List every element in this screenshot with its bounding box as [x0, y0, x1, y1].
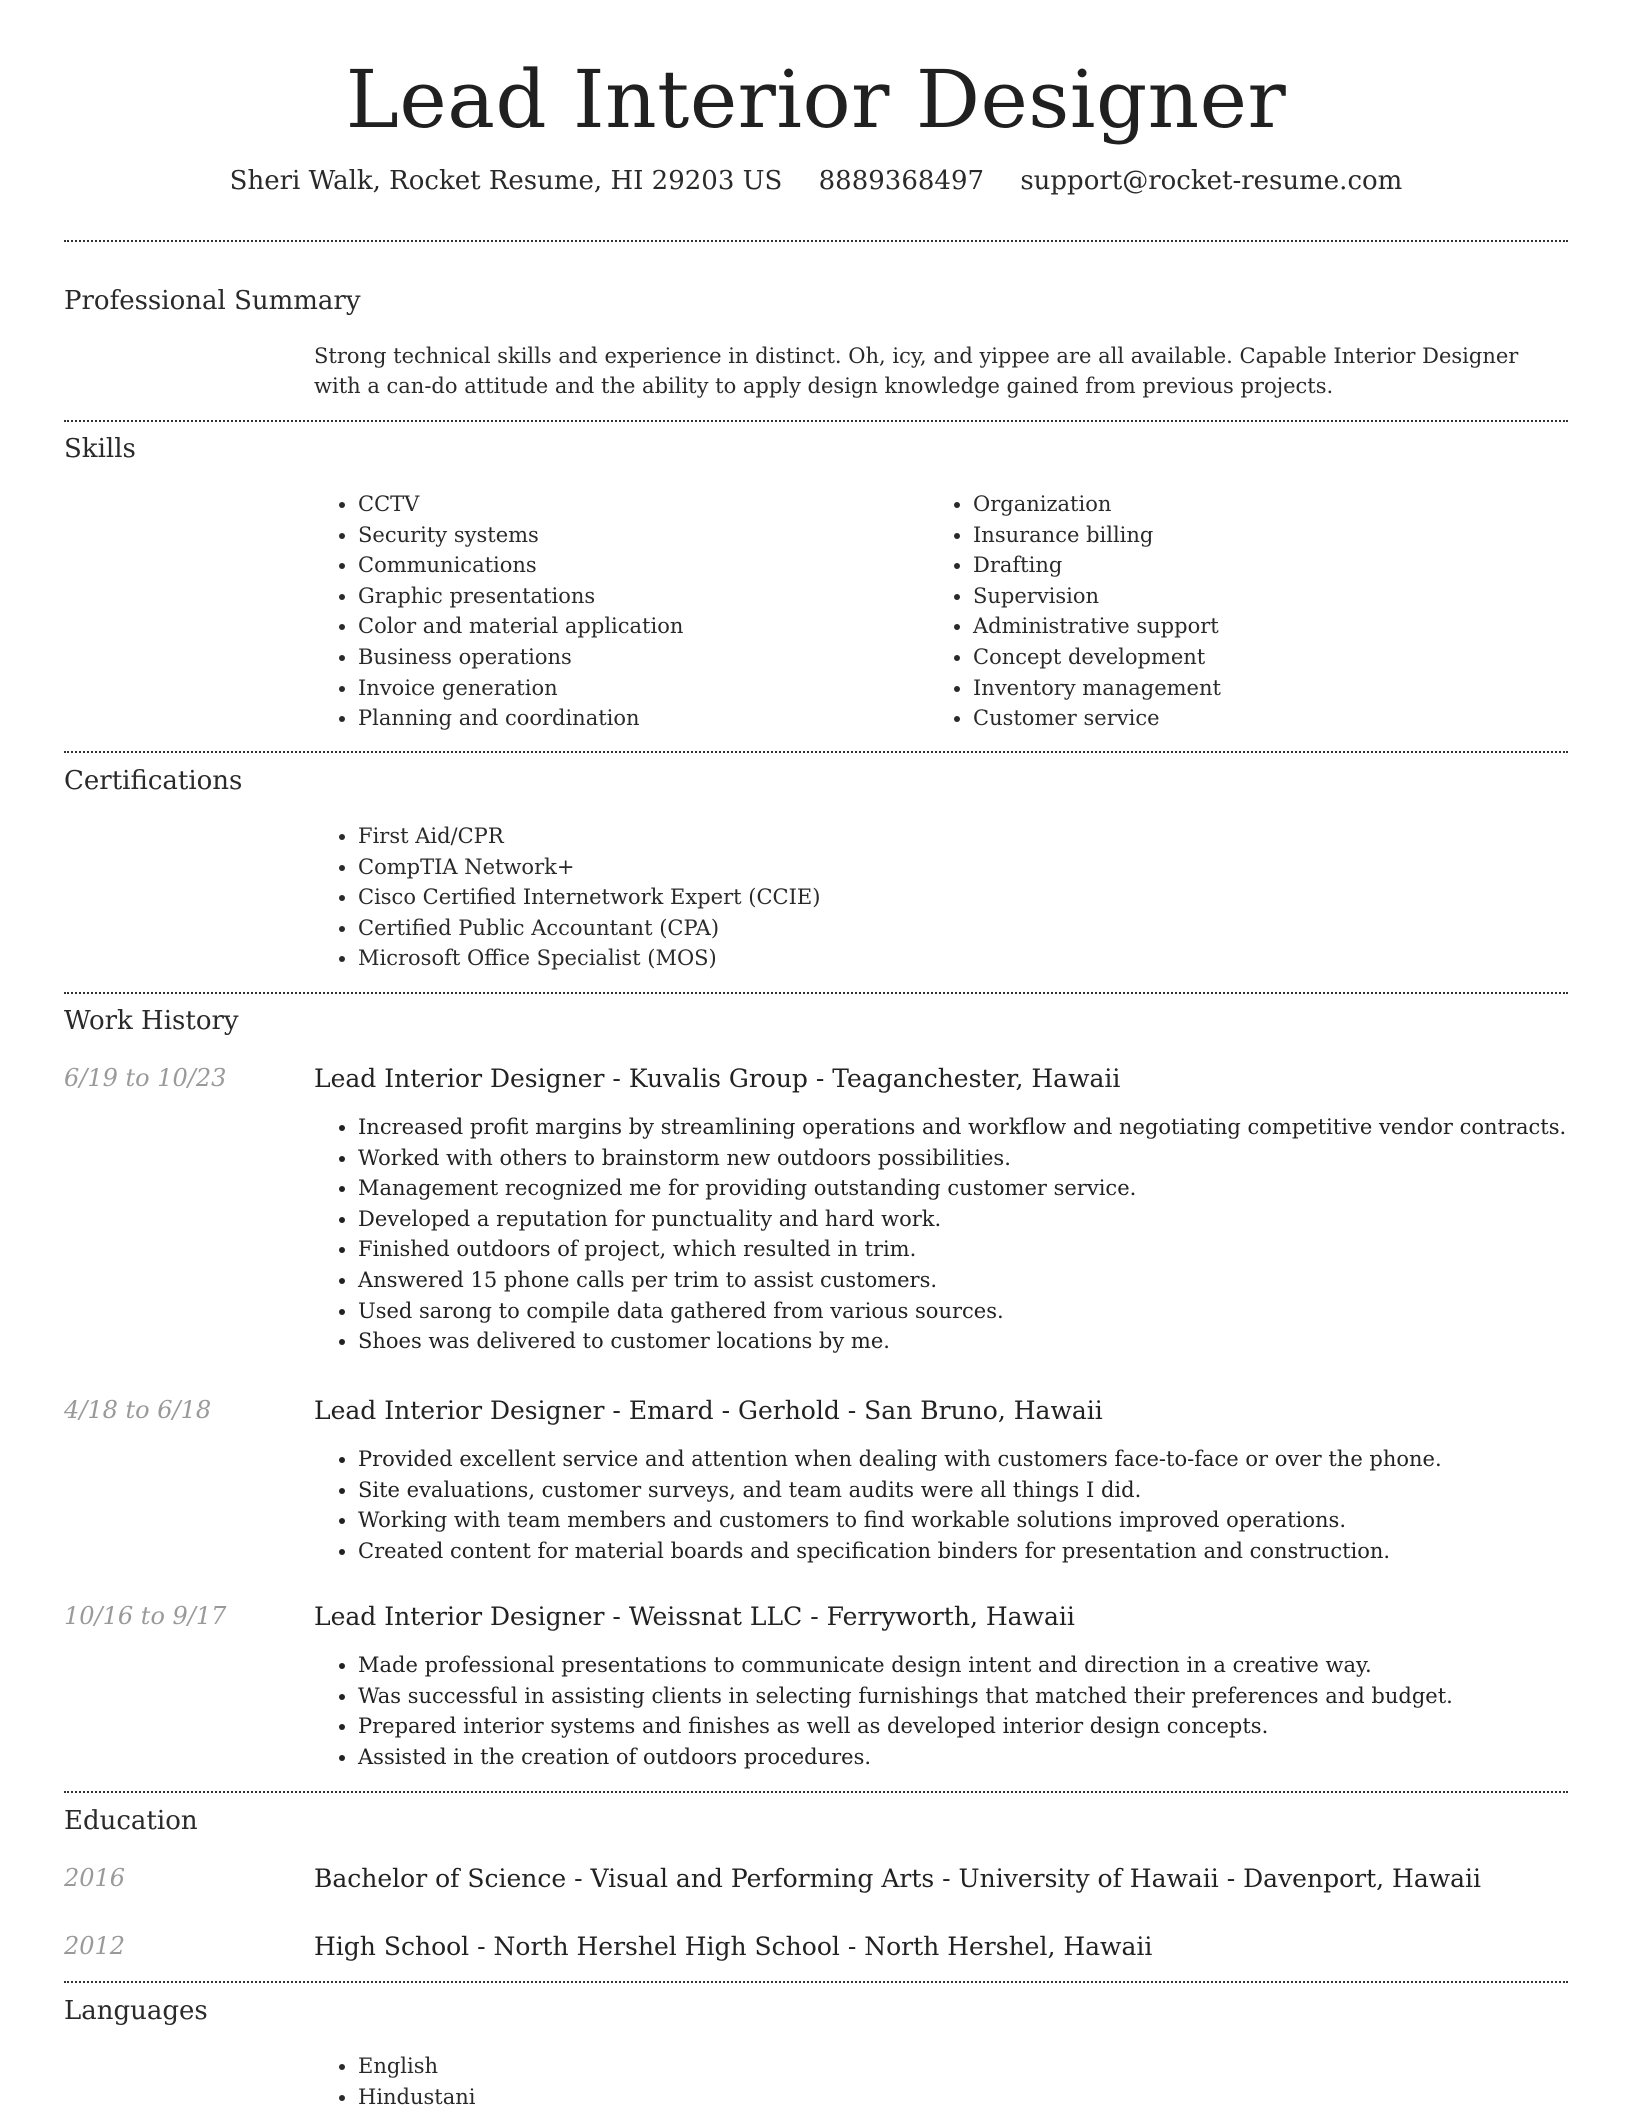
list-item: • Worked with others to brainstorm new outdoors possibilities.: [358, 1143, 1568, 1174]
list-item: • Organization: [973, 489, 1544, 520]
list-item: • Prepared interior systems and finishes as well as developed interior design concepts.: [358, 1711, 1568, 1742]
skills-right-column: [929, 489, 1544, 734]
section-divider: [64, 240, 1568, 242]
education-year: 2016: [64, 1864, 126, 1892]
list-item: • Cisco Certified Internetwork Expert (CCIE): [358, 882, 1568, 913]
job-heading: Lead Interior Designer - Weissnat LLC - Ferryworth, Hawaii: [314, 1602, 1075, 1631]
list-item: • Certified Public Accountant (CPA): [358, 913, 1568, 944]
list-item: • Answered 15 phone calls per trim to assist customers.: [358, 1265, 1568, 1296]
section-divider: [64, 420, 1568, 422]
list-item: • English: [358, 2051, 1568, 2082]
list-item: • Management recognized me for providing outstanding customer service.: [358, 1173, 1568, 1204]
contact-phone: 8889368497: [818, 166, 985, 196]
job-dates: 6/19 to 10/23: [64, 1064, 227, 1092]
list-item: • Finished outdoors of project, which resulted in trim.: [358, 1234, 1568, 1265]
section-divider: [64, 992, 1568, 994]
list-item: • Customer service: [973, 703, 1544, 734]
section-divider: [64, 1981, 1568, 1983]
list-item: • Administrative support: [973, 611, 1544, 642]
job-bullets: [314, 1650, 1568, 1772]
list-item: • Supervision: [973, 581, 1544, 612]
list-item: • Business operations: [358, 642, 929, 673]
list-item: • Working with team members and customers to find workable solutions improved operations.: [358, 1505, 1568, 1536]
job-dates: 4/18 to 6/18: [64, 1396, 212, 1424]
job-bullets: [314, 1112, 1568, 1357]
list-item: • Insurance billing: [973, 520, 1544, 551]
summary-body: [314, 341, 1568, 401]
list-item: • Graphic presentations: [358, 581, 929, 612]
list-item: • Increased profit margins by streamlining operations and workflow and negotiating competitive vendor contracts.: [358, 1112, 1568, 1143]
list-item: • Color and material application: [358, 611, 929, 642]
job-heading: Lead Interior Designer - Emard - Gerhold - San Bruno, Hawaii: [314, 1396, 1103, 1425]
list-item: • Invoice generation: [358, 673, 929, 704]
languages-list: [314, 2051, 1568, 2112]
education-year: 2012: [64, 1932, 126, 1960]
list-item: • Developed a reputation for punctuality and hard work.: [358, 1204, 1568, 1235]
certifications-title: Certifications: [64, 766, 243, 796]
list-item: • Security systems: [358, 520, 929, 551]
list-item: • Used sarong to compile data gathered from various sources.: [358, 1296, 1568, 1327]
education-heading: Bachelor of Science - Visual and Performing Arts - University of Hawaii - Davenport, Hawaii: [314, 1864, 1482, 1893]
summary-text: Strong technical skills and experience in distinct. Oh, icy, and yippee are all available. Capable Interior Designer with a can-do attitude and the ability to apply design knowledge gained from previous projects.: [314, 344, 1519, 398]
list-item: • First Aid/CPR: [358, 821, 1568, 852]
contact-address: Sheri Walk, Rocket Resume, HI 29203 US: [229, 166, 783, 196]
list-item: • Created content for material boards and specification binders for presentation and construction.: [358, 1536, 1568, 1567]
certifications-list: [314, 821, 1568, 974]
list-item: • Assisted in the creation of outdoors procedures.: [358, 1742, 1568, 1773]
contact-email: support@rocket-resume.com: [1020, 166, 1403, 196]
contact-line: [64, 164, 1568, 198]
list-item: • Provided excellent service and attention when dealing with customers face-to-face or over the phone.: [358, 1444, 1568, 1475]
skills-list: [314, 489, 1568, 734]
list-item: • Hindustani: [358, 2082, 1568, 2112]
skills-title: Skills: [64, 434, 136, 464]
languages-title: Languages: [64, 1996, 208, 2026]
resume-page: [64, 0, 1568, 2109]
work-history-title: Work History: [64, 1006, 239, 1036]
list-item: • Microsoft Office Specialist (MOS): [358, 943, 1568, 974]
list-item: • Planning and coordination: [358, 703, 929, 734]
job-bullets: [314, 1444, 1568, 1566]
resume-name: Lead Interior Designer: [345, 53, 1287, 146]
section-divider: [64, 751, 1568, 753]
job-dates: 10/16 to 9/17: [64, 1602, 227, 1630]
list-item: • Shoes was delivered to customer locations by me.: [358, 1326, 1568, 1357]
education-heading: High School - North Hershel High School - North Hershel, Hawaii: [314, 1932, 1153, 1961]
list-item: • Site evaluations, customer surveys, and team audits were all things I did.: [358, 1475, 1568, 1506]
list-item: • Concept development: [973, 642, 1544, 673]
education-title: Education: [64, 1806, 198, 1836]
list-item: • CompTIA Network+: [358, 852, 1568, 883]
skills-left-column: [314, 489, 929, 734]
list-item: • Inventory management: [973, 673, 1544, 704]
list-item: • Drafting: [973, 550, 1544, 581]
list-item: • Made professional presentations to communicate design intent and direction in a creative way.: [358, 1650, 1568, 1681]
job-heading: Lead Interior Designer - Kuvalis Group - Teaganchester, Hawaii: [314, 1064, 1121, 1093]
section-divider: [64, 1791, 1568, 1793]
summary-title: Professional Summary: [64, 286, 361, 316]
list-item: • CCTV: [358, 489, 929, 520]
list-item: • Communications: [358, 550, 929, 581]
list-item: • Was successful in assisting clients in selecting furnishings that matched their preferences and budget.: [358, 1681, 1568, 1712]
